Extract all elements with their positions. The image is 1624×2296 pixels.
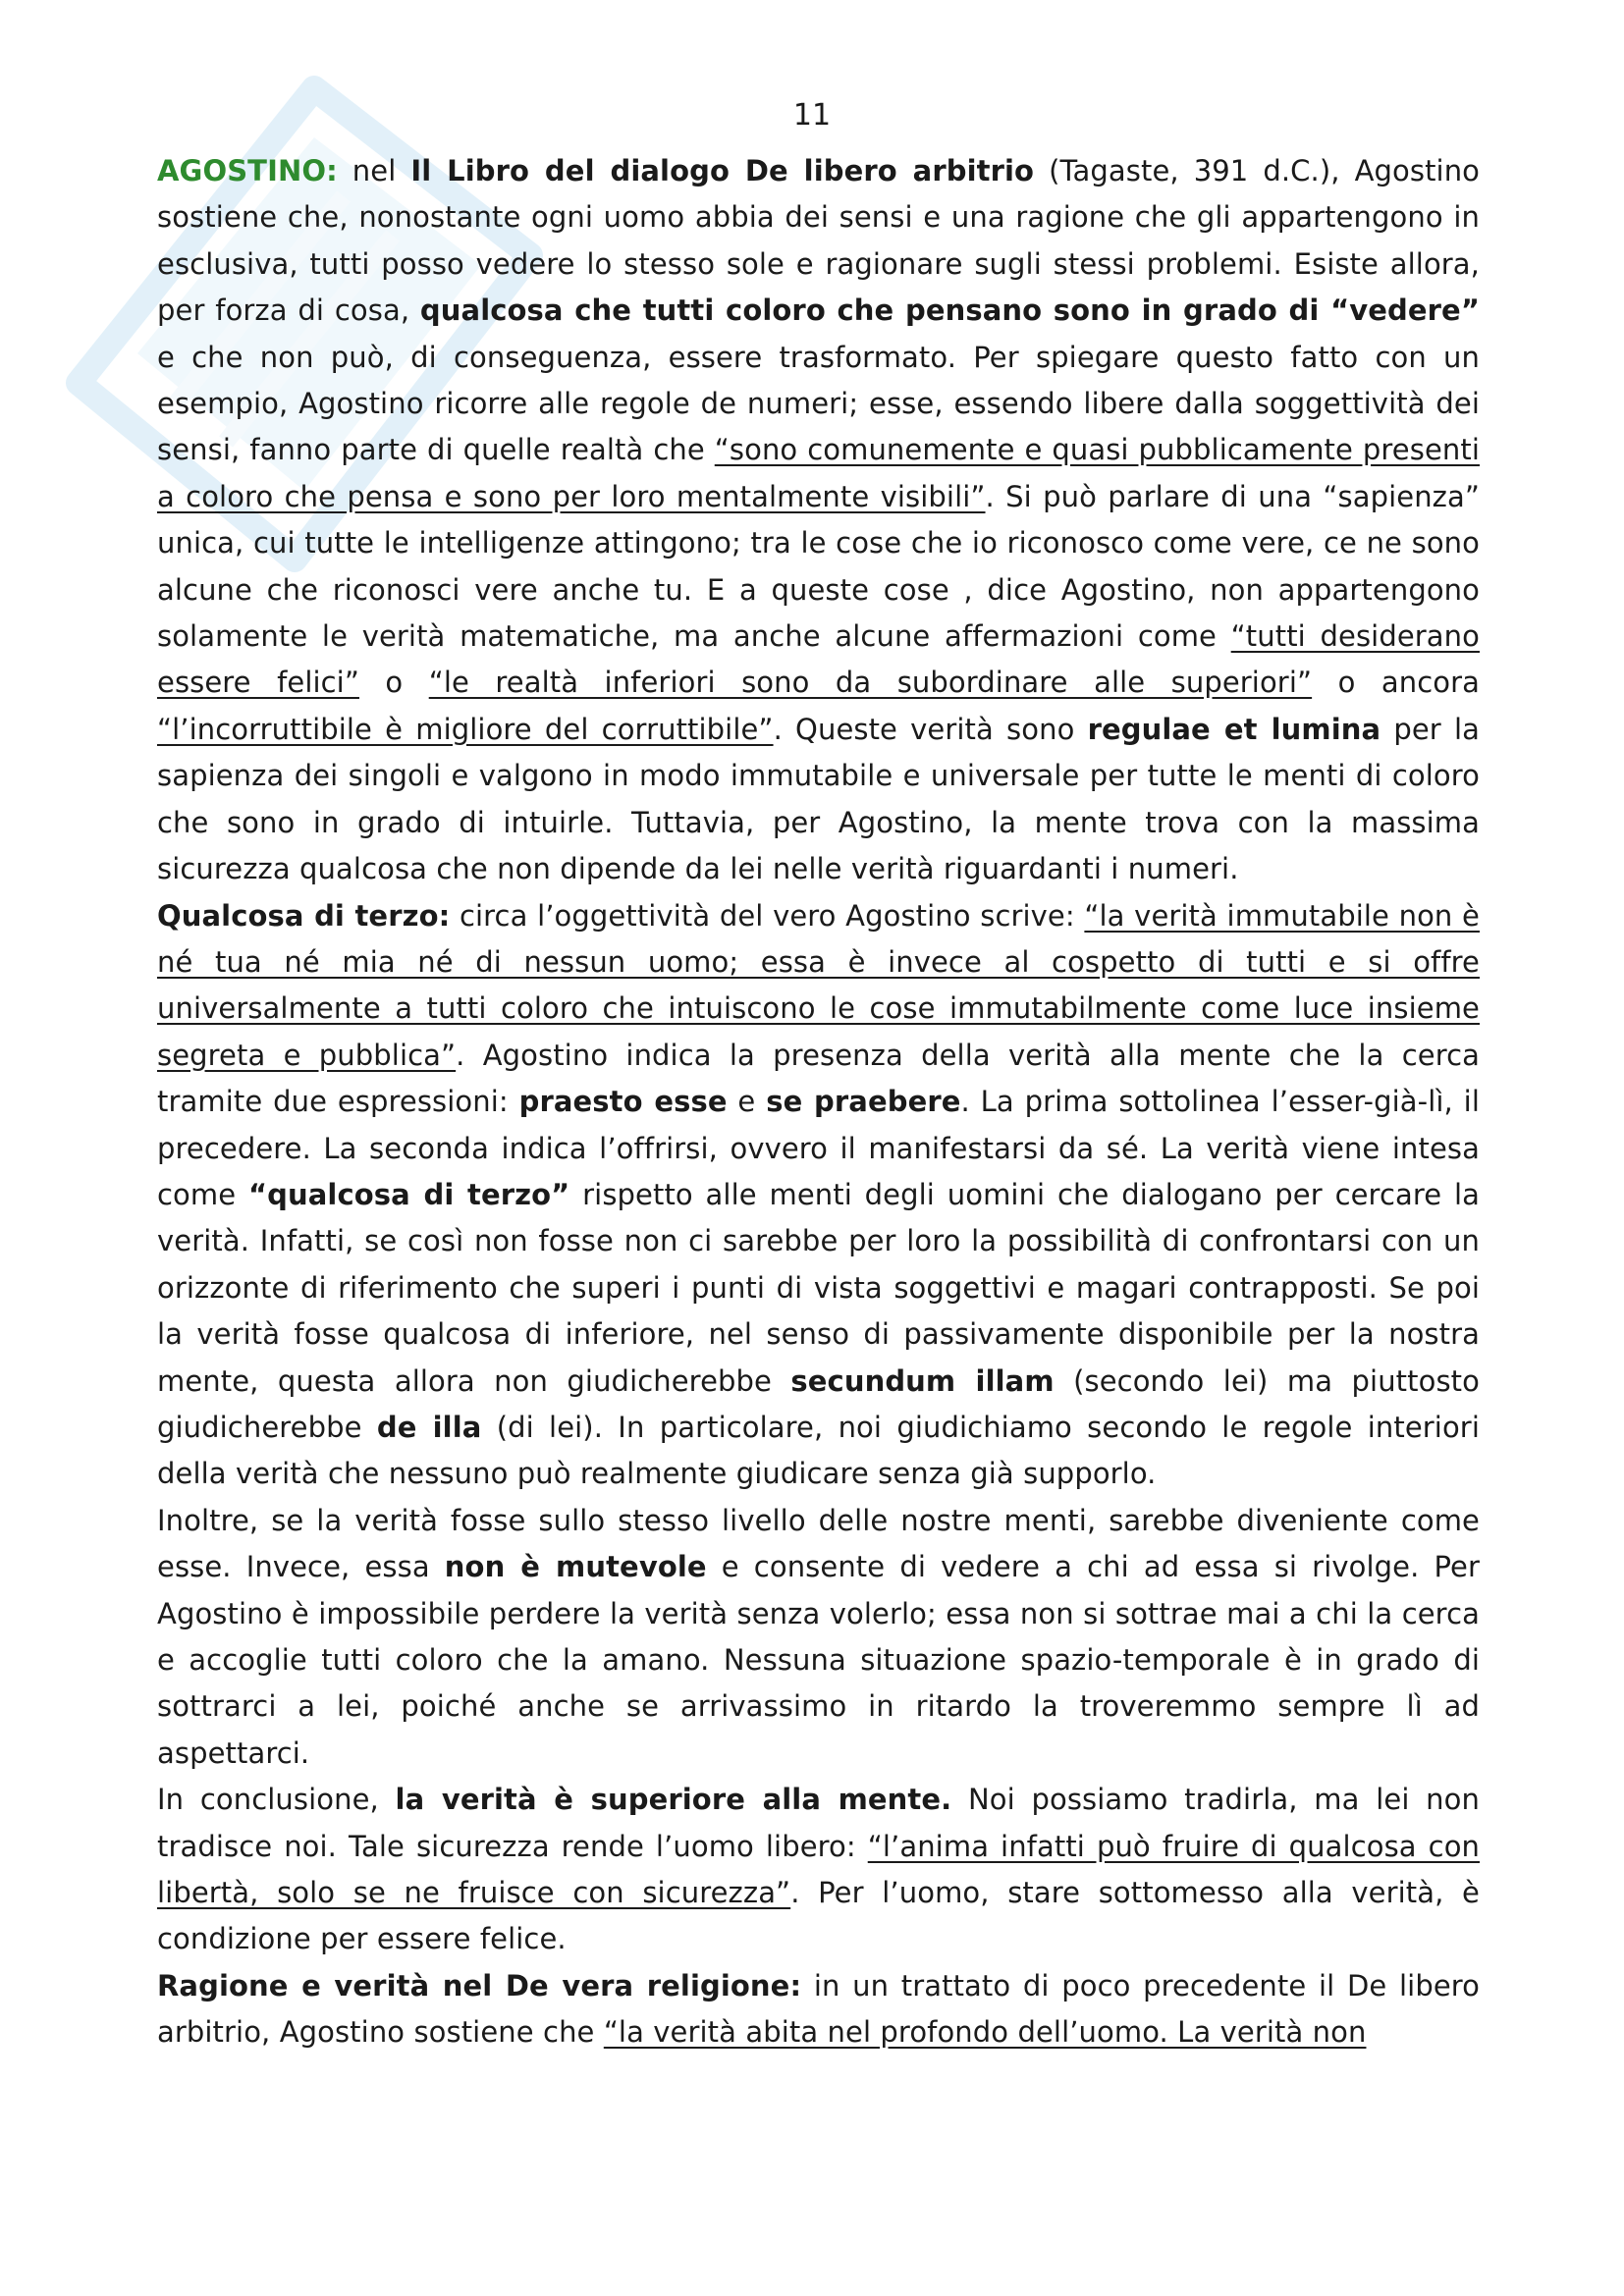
- text-span: (secondo lei) ma piuttosto giudicherebbe: [157, 1363, 1480, 1444]
- underlined-quote: “la verità abita nel profondo dell’uomo. La verità non: [603, 2015, 1367, 2050]
- text-span: . Agostino indica la presenza della verità alla mente che la cerca tramite due espressioni:: [157, 1038, 1480, 1119]
- paragraph-conclusione: [157, 1777, 1480, 1963]
- bold-phrase: “qualcosa di terzo”: [247, 1177, 570, 1211]
- text-span: (Tagaste, 391 d.C.), Agostino sostiene che, nonostante ogni uomo abbia dei sensi e una ragione che gli appartengono in esclusiva, tutti posso vedere lo stesso sole e ragionare sugli stessi problemi. Esiste allora, per forza di cosa,: [157, 154, 1481, 328]
- text-span: . Queste verità sono: [773, 712, 1088, 746]
- paragraph-qualcosa-di-terzo: [157, 893, 1480, 1498]
- bold-phrase: regulae et lumina: [1087, 712, 1381, 746]
- bold-phrase: secundum illam: [790, 1363, 1055, 1398]
- text-span: . Si può parlare di una “sapienza” unica, cui tutte le intelligenze attingono; tra le cose che io riconosco come vere, ce ne sono alcune che riconosci vere anche tu. E a queste cose , dice Agostino, non appartengono solamente le verità matematiche, ma anche alcune affermazioni come: [157, 479, 1481, 654]
- underlined-quote: “sono comunemente e quasi pubblicamente presenti a coloro che pensa e sono per loro mentalmente visibili”: [157, 433, 1480, 513]
- text-span: rispetto alle menti degli uomini che dialogano per cercare la verità. Infatti, se così non fosse non ci sarebbe per loro la possibilità di confrontarsi con un orizzonte di riferimento che superi i punti di vista soggettivi e magari contrapposti. Se poi la verità fosse qualcosa di inferiore, nel senso di passivamente disponibile per la nostra mente, questa allora non giudicherebbe: [157, 1177, 1481, 1398]
- text-span: . La prima sottolinea l’esser-già-lì, il precedere. La seconda indica l’offrirsi, ovvero il manifestarsi da sé. La verità viene intesa come: [157, 1085, 1480, 1211]
- underlined-quote: “tutti desiderano essere felici”: [157, 619, 1480, 700]
- underlined-quote: “l’anima infatti può fruire di qualcosa con libertà, solo se ne fruisce con sicurezza”: [157, 1829, 1481, 1910]
- text-span: Inoltre, se la verità fosse sullo stesso livello delle nostre menti, sarebbe diveniente come esse. Invece, essa: [157, 1503, 1480, 1584]
- heading-qualcosa-di-terzo: Qualcosa di terzo:: [157, 898, 451, 933]
- heading-de-vera-religione: Ragione e verità nel De vera religione:: [157, 1968, 802, 2002]
- text-span: e: [727, 1085, 767, 1119]
- text-span: o: [358, 666, 429, 700]
- bold-phrase: qualcosa che tutti coloro che pensano sono in grado di “vedere”: [419, 294, 1480, 328]
- bold-phrase: non è mutevole: [444, 1550, 707, 1584]
- bold-phrase: de illa: [376, 1410, 482, 1444]
- text-span: circa l’oggettività del vero Agostino scrive:: [450, 898, 1085, 933]
- text-span: . Per l’uomo, stare sottomesso alla verità, è condizione per essere felice.: [157, 1876, 1480, 1956]
- bold-phrase: praesto esse: [518, 1085, 728, 1119]
- heading-agostino: AGOSTINO:: [157, 154, 338, 187]
- underlined-quote: “le realtà inferiori sono da subordinare alle superiori”: [428, 666, 1313, 700]
- page-number: 11: [792, 98, 832, 133]
- bold-phrase: la verità è superiore alla mente.: [395, 1783, 952, 1817]
- paragraph-inoltre: [157, 1498, 1480, 1777]
- paragraph-agostino: [157, 148, 1480, 893]
- text-span: nel: [337, 154, 411, 187]
- text-span: Noi possiamo tradirla, ma lei non tradisce noi. Tale sicurezza rende l’uomo libero:: [157, 1783, 1480, 1863]
- text-span: e che non può, di conseguenza, essere trasformato. Per spiegare questo fatto con un esempio, Agostino ricorre alle regole de numeri; esse, essendo libere dalla soggettività dei sensi, fanno parte di quelle realtà che: [157, 340, 1480, 467]
- bold-phrase: se praebere: [766, 1085, 961, 1119]
- paragraph-de-vera-religione: [157, 1963, 1480, 2056]
- underlined-quote: “la verità immutabile non è né tua né mia né di nessun uomo; essa è invece al cospetto di tutti e si offre universalmente a tutti coloro che intuiscono le cose immutabilmente come luce insieme segreta e pubblica”: [157, 898, 1480, 1072]
- underlined-quote: “l’incorruttibile è migliore del corruttibile”: [157, 712, 774, 746]
- text-span: e consente di vedere a chi ad essa si rivolge. Per Agostino è impossibile perdere la verità senza volerlo; essa non si sottrae mai a chi la cerca e accoglie tutti coloro che la amano. Nessuna situazione spazio-temporale è in grado di sottrarci a lei, poiché anche se arrivassimo in ritardo la troveremmo sempre lì ad aspettarci.: [157, 1550, 1480, 1770]
- text-span: in un trattato di poco precedente il De libero arbitrio, Agostino sostiene che: [157, 1968, 1480, 2050]
- bold-title: Il Libro del dialogo De libero arbitrio: [410, 154, 1035, 187]
- text-span: per la sapienza dei singoli e valgono in modo immutabile e universale per tutte le menti di coloro che sono in grado di intuirle. Tuttavia, per Agostino, la mente trova con la massima sicurezza qualcosa che non dipende da lei nelle verità riguardanti i numeri.: [157, 712, 1480, 886]
- text-span: In conclusione,: [157, 1783, 396, 1817]
- text-span: (di lei). In particolare, noi giudichiamo secondo le regole interiori della verità che nessuno può realmente giudicare senza già supporlo.: [157, 1410, 1480, 1491]
- text-span: o ancora: [1312, 666, 1480, 700]
- body-text: [157, 148, 1480, 2056]
